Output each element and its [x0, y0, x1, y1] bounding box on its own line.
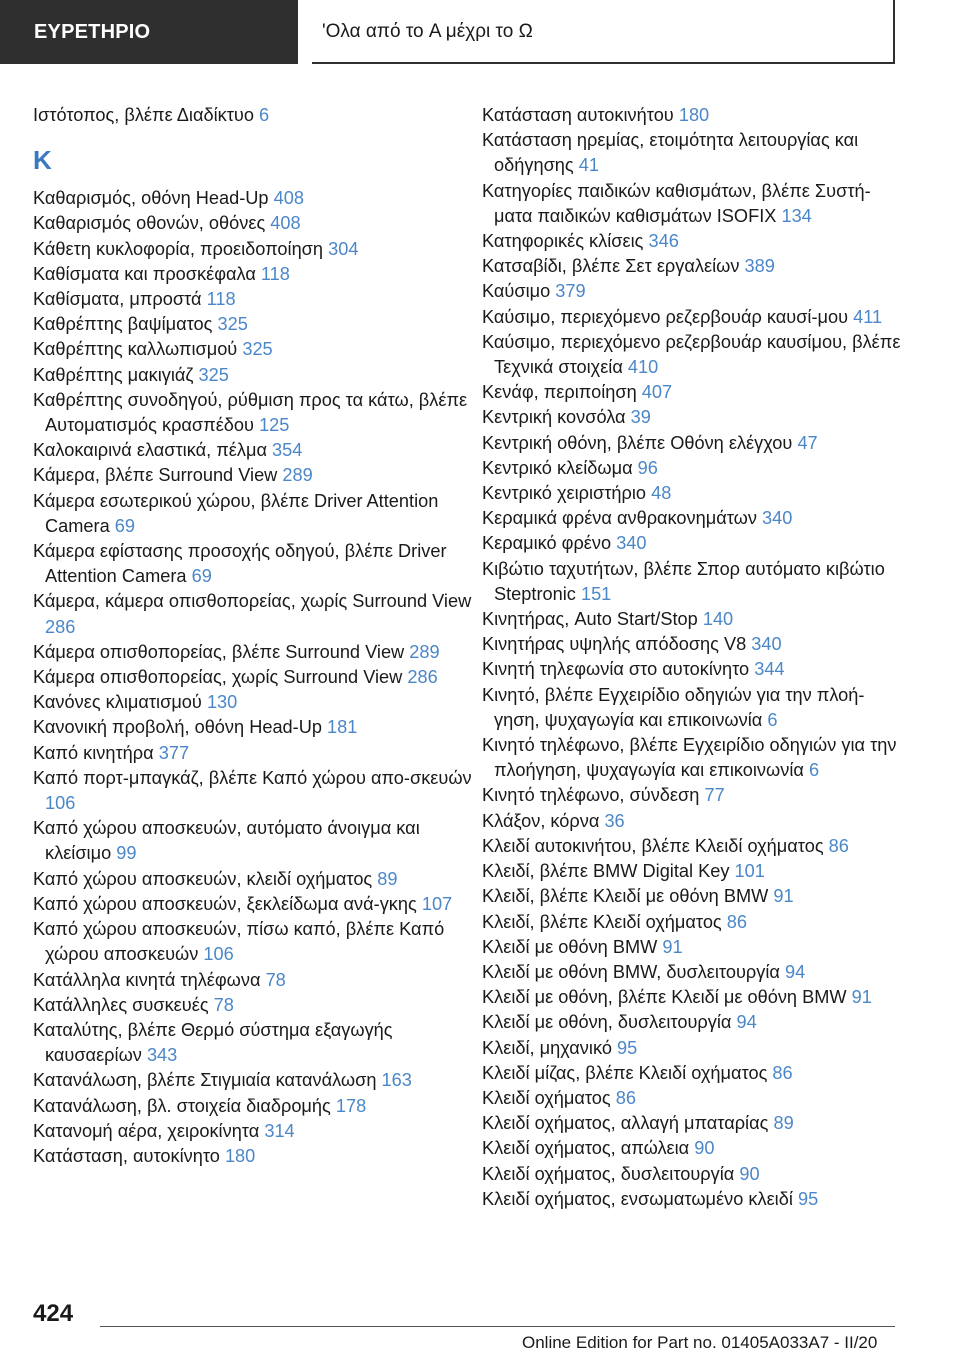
index-page-link[interactable]: 90	[694, 1138, 715, 1159]
index-entry	[482, 305, 902, 330]
index-entry-text: Κατσαβίδι, βλέπε Σετ εργαλείων	[482, 256, 740, 277]
index-page-link[interactable]: 86	[772, 1062, 793, 1083]
index-entry-text: Κάμερα οπισθοπορείας, βλέπε Surround View	[33, 641, 405, 662]
index-entry-text: Καπό χώρου αποσκευών, αυτόματο άνοιγμα και κλείσιμο	[33, 818, 420, 864]
index-page-link[interactable]: 134	[781, 205, 812, 226]
index-page-link[interactable]: 163	[381, 1070, 412, 1091]
index-entry-text: Καύσιμο, περιεχόμενο ρεζερβουάρ καυσίμου, βλέπε Τεχνικά στοιχεία	[482, 331, 901, 378]
index-entry	[33, 262, 473, 287]
index-entry-text: Κιβώτιο ταχυτήτων, βλέπε Σπορ αυτόματο κιβώτιο Steptronic	[482, 558, 885, 604]
index-entry	[33, 917, 473, 967]
index-entry-text: Κλειδί οχήματος, ενσωματωμένο κλειδί	[482, 1188, 793, 1209]
index-entry-text: Κάμερα, κάμερα οπισθοπορείας, χωρίς Surround View	[33, 591, 472, 612]
index-entry	[33, 1119, 473, 1144]
index-page-link[interactable]: 389	[744, 256, 775, 277]
index-page-link[interactable]: 86	[726, 911, 747, 932]
index-page-link[interactable]: 96	[637, 457, 658, 478]
index-entry-text: Κινητήρας, Auto Start/Stop	[482, 609, 698, 630]
index-entry-text: Κλειδί μίζας, βλέπε Κλειδί οχήματος	[482, 1062, 768, 1083]
index-entry-text: Κλειδί οχήματος	[482, 1087, 611, 1108]
index-page-link[interactable]: 78	[213, 994, 234, 1015]
index-column-left	[33, 103, 473, 1169]
edition-text: Online Edition for Part no. 01405A033A7 - II/20	[522, 1333, 878, 1352]
page-number: 424	[33, 1300, 74, 1327]
index-entry-text: Κάμερα οπισθοπορείας, χωρίς Surround View	[33, 667, 403, 688]
index-entry	[33, 103, 473, 128]
page-header	[0, 0, 960, 66]
index-entry	[33, 816, 473, 866]
index-page-link[interactable]: 69	[191, 566, 212, 587]
index-entry-text: Καπό χώρου αποσκευών, ξεκλείδωμα ανά-γκης	[33, 893, 417, 914]
index-entry	[482, 733, 902, 783]
index-entry	[33, 993, 473, 1018]
index-entry	[482, 910, 902, 935]
index-entry	[33, 892, 473, 917]
index-page-link[interactable]: 181	[327, 717, 358, 738]
index-page-link[interactable]: 304	[328, 238, 359, 259]
index-entry	[482, 405, 902, 430]
index-entry	[482, 481, 902, 506]
index-entry-text: Καπό χώρου αποσκευών, κλειδί οχήματος	[33, 868, 373, 889]
index-entry-text: Καθαρισμός, οθόνη Head-Up	[33, 188, 269, 209]
index-entry	[482, 1086, 902, 1111]
index-entry-text: Κεντρική κονσόλα	[482, 407, 626, 428]
index-entry-text: Καθίσματα και προσκέφαλα	[33, 263, 256, 284]
index-page-link[interactable]: 99	[116, 843, 137, 864]
index-page-link[interactable]: 41	[578, 155, 599, 176]
index-entry-text: Κινητό τηλέφωνο, σύνδεση	[482, 785, 700, 806]
index-entry	[33, 489, 473, 539]
index-entry	[33, 968, 473, 993]
index-entry	[33, 211, 473, 236]
index-entry-text: Κλειδί, μηχανικό	[482, 1037, 612, 1058]
index-page-link[interactable]: 39	[630, 407, 651, 428]
index-entry	[482, 1162, 902, 1187]
index-page-link[interactable]: 101	[734, 861, 765, 882]
index-page-link[interactable]: 90	[739, 1163, 760, 1184]
index-entry-text: Κατανομή αέρα, χειροκίνητα	[33, 1120, 260, 1141]
index-entry	[482, 985, 902, 1010]
index-entry-text: Κατάσταση αυτοκινήτου	[482, 105, 674, 125]
index-entry	[33, 589, 473, 639]
index-page-link[interactable]: 94	[736, 1012, 757, 1033]
index-page-link[interactable]: 289	[282, 465, 313, 486]
section-tab: ΕΥΡΕΤΗΡΙΟ	[0, 0, 298, 64]
index-entry	[482, 254, 902, 279]
index-entry-text: Καύσιμο	[482, 281, 551, 302]
index-page-link[interactable]: 407	[641, 382, 673, 403]
index-page-link[interactable]: 410	[627, 357, 659, 378]
index-page-link[interactable]: 6	[808, 760, 820, 781]
index-entry	[482, 632, 902, 657]
index-page-link[interactable]: 89	[773, 1113, 794, 1134]
index-entry	[482, 179, 902, 229]
index-entry-text: Κατάσταση ηρεμίας, ετοιμότητα λειτουργίας και οδήγησης	[482, 130, 859, 176]
index-page-link[interactable]: 86	[828, 835, 849, 856]
index-entry	[482, 279, 902, 304]
index-page-link[interactable]: 77	[704, 785, 725, 806]
index-entry	[33, 741, 473, 766]
index-page-link[interactable]: 314	[264, 1120, 295, 1141]
index-entry-text: Κατανάλωση, βλέπε Στιγμιαία κατανάλωση	[33, 1070, 377, 1091]
index-entry-text: Καθίσματα, μπροστά	[33, 289, 202, 310]
index-entry-text: Κεραμικά φρένα ανθρακονημάτων	[482, 508, 757, 529]
index-entry-text: Κλειδί οχήματος, απώλεια	[482, 1138, 690, 1159]
index-entry	[482, 103, 902, 128]
index-entry	[33, 690, 473, 715]
index-page-link[interactable]: 89	[377, 868, 398, 889]
index-entry-text: Κατηγορίες παιδικών καθισμάτων, βλέπε Συστή-ματα παιδικών καθισμάτων ISOFIX	[482, 180, 871, 226]
index-entry	[482, 1187, 902, 1212]
index-entry	[482, 1010, 902, 1035]
index-entry	[33, 388, 473, 438]
index-entry-text: Κλειδί με οθόνη BMW, δυσλειτουργία	[482, 961, 780, 982]
index-entry-text: Κινητήρας υψηλής απόδοσης V8	[482, 634, 747, 655]
index-entry	[33, 237, 473, 262]
index-entry	[482, 380, 902, 405]
index-entry-text: Κλειδί αυτοκινήτου, βλέπε Κλειδί οχήματος	[482, 835, 824, 856]
index-entry	[33, 1068, 473, 1093]
index-page-link[interactable]: 344	[754, 659, 785, 680]
index-page-link[interactable]: 411	[853, 306, 883, 327]
index-entry-text: Καύσιμο, περιεχόμενο ρεζερβουάρ καυσί-μου	[482, 306, 849, 327]
index-entry-text: Κλειδί με οθόνη BMW	[482, 936, 658, 957]
index-entry-text: Καθρέπτης μακιγιάζ	[33, 364, 194, 385]
index-page-link[interactable]: 69	[114, 515, 135, 536]
index-entry-text: Κινητή τηλεφωνία στο αυτοκίνητο	[482, 659, 750, 680]
index-entry	[482, 683, 902, 733]
index-entry	[482, 330, 902, 380]
index-page-link[interactable]: 354	[272, 440, 303, 461]
index-page-link[interactable]: 289	[409, 641, 440, 662]
index-entry	[33, 640, 473, 665]
index-entry	[482, 128, 902, 178]
index-letter-heading: K	[33, 145, 52, 176]
index-entry	[33, 1144, 473, 1169]
index-page-link[interactable]: 286	[407, 667, 438, 688]
index-entry	[33, 312, 473, 337]
index-page-link[interactable]: 178	[335, 1095, 367, 1116]
index-entry	[33, 438, 473, 463]
index-entry	[482, 783, 902, 808]
index-entry	[482, 935, 902, 960]
index-entry-text: Κλειδί, βλέπε Κλειδί οχήματος	[482, 911, 722, 932]
index-entry	[482, 607, 902, 632]
index-entry-text: Κατάλληλα κινητά τηλέφωνα	[33, 969, 261, 990]
footer-divider	[100, 1326, 895, 1327]
index-entry-text: Κλειδί, βλέπε BMW Digital Key	[482, 861, 730, 882]
index-page-link[interactable]: 47	[797, 432, 818, 453]
index-entry-text: Κλειδί οχήματος, αλλαγή μπαταρίας	[482, 1113, 769, 1134]
index-page-link[interactable]: 325	[217, 314, 248, 335]
index-entry-text: Κατανάλωση, βλ. στοιχεία διαδρομής	[33, 1095, 331, 1116]
index-entry	[482, 531, 902, 556]
index-page-link[interactable]: 118	[206, 289, 236, 310]
index-page-link[interactable]: 286	[45, 616, 76, 637]
index-page-link[interactable]: 151	[580, 583, 612, 604]
index-entry-text: Καπό χώρου αποσκευών, πίσω καπό, βλέπε Καπό χώρου αποσκευών	[33, 919, 445, 965]
index-entry	[33, 665, 473, 690]
index-entry	[482, 431, 902, 456]
index-page-link[interactable]: 95	[797, 1188, 819, 1209]
index-entry-text: Κανονική προβολή, οθόνη Head-Up	[33, 717, 322, 738]
index-entry-text: Καλοκαιρινά ελαστικά, πέλμα	[33, 440, 267, 461]
index-entry	[33, 867, 473, 892]
index-entry	[33, 186, 473, 211]
index-page-link[interactable]: 86	[615, 1087, 636, 1108]
index-page-link[interactable]: 377	[158, 742, 190, 763]
index-entry-text: Κεντρική οθόνη, βλέπε Οθόνη ελέγχου	[482, 432, 793, 453]
index-entry	[482, 456, 902, 481]
index-page-link[interactable]: 91	[662, 936, 683, 957]
index-entry-text: Κινητό τηλέφωνο, βλέπε Εγχειρίδιο οδηγιών για την πλοήγηση, ψυχαγωγία και επικοινωνία	[482, 735, 897, 781]
index-entry	[482, 809, 902, 834]
index-page-link[interactable]: 106	[45, 793, 76, 814]
index-entry-text: Κατηφορικές κλίσεις	[482, 231, 644, 252]
index-entry	[482, 1136, 902, 1161]
index-entry-text: Κάμερα εσωτερικού χώρου, βλέπε Driver Attention Camera	[33, 490, 439, 536]
index-entry-text: Κάθετη κυκλοφορία, προειδοποίηση	[33, 238, 324, 259]
index-entry-text: Ιστότοπος, βλέπε Διαδίκτυο	[33, 105, 254, 125]
index-entry-text: Καπό πορτ-μπαγκάζ, βλέπε Καπό χώρου απο-σκευών	[33, 767, 472, 788]
index-page-link[interactable]: 346	[648, 231, 679, 252]
index-entry	[482, 1036, 902, 1061]
index-entry	[482, 506, 902, 531]
index-page-link[interactable]: 95	[617, 1037, 638, 1058]
index-page-link[interactable]: 180	[224, 1145, 256, 1166]
index-page-link[interactable]: 6	[259, 105, 270, 125]
index-entry	[482, 859, 902, 884]
index-entry	[482, 657, 902, 682]
index-page-link[interactable]: 130	[206, 692, 238, 713]
index-entry	[33, 766, 473, 816]
header-title: 'Ολα από το A μέχρι το Ω	[312, 0, 895, 64]
index-page-link[interactable]: 180	[678, 105, 710, 125]
index-page-link[interactable]: 379	[555, 281, 586, 302]
index-page-link[interactable]: 6	[767, 709, 778, 730]
index-page-link[interactable]: 106	[203, 944, 234, 965]
index-page-link[interactable]: 125	[259, 415, 290, 436]
index-entry-text: Κινητό, βλέπε Εγχειρίδιο οδηγιών για την πλοή-γηση, ψυχαγωγία και επικοινωνία	[482, 684, 865, 730]
index-page-link[interactable]: 91	[851, 987, 872, 1008]
index-page-link[interactable]: 340	[762, 508, 793, 529]
index-entry	[33, 363, 473, 388]
index-entry-text: Κανόνες κλιματισμού	[33, 692, 202, 713]
index-entry	[33, 539, 473, 589]
index-entry-text: Κατάσταση, αυτοκίνητο	[33, 1145, 220, 1166]
index-entry	[482, 557, 902, 607]
index-entry-text: Κλειδί με οθόνη, δυσλειτουργία	[482, 1012, 732, 1033]
index-entry-text: Καταλύτης, βλέπε Θερμό σύστημα εξαγωγής καυσαερίων	[33, 1019, 393, 1066]
index-entry-text: Κλάξον, κόρνα	[482, 810, 600, 831]
index-entry-text: Κλειδί με οθόνη, βλέπε Κλειδί με οθόνη BMW	[482, 987, 847, 1008]
index-column-right	[482, 103, 902, 1212]
index-entry-text: Καθρέπτης βαψίματος	[33, 314, 213, 335]
index-page-link[interactable]: 118	[260, 263, 290, 284]
index-entry	[33, 287, 473, 312]
index-entry-text: Κλειδί οχήματος, δυσλειτουργία	[482, 1163, 735, 1184]
index-entry	[482, 960, 902, 985]
index-entry-text: Κάμερα, βλέπε Surround View	[33, 465, 278, 486]
index-entry	[482, 884, 902, 909]
index-entry-text: Καπό κινητήρα	[33, 742, 154, 763]
index-page-link[interactable]: 78	[265, 969, 286, 990]
index-entry-text: Κεντρικό χειριστήριο	[482, 483, 647, 504]
index-page-link[interactable]: 36	[604, 810, 625, 831]
index-entry	[33, 337, 473, 362]
index-page-link[interactable]: 408	[270, 213, 301, 234]
index-entry	[33, 1018, 473, 1068]
index-entry-text: Κλειδί, βλέπε Κλειδί με οθόνη BMW	[482, 886, 769, 907]
index-page-link[interactable]: 340	[616, 533, 647, 554]
index-page-link[interactable]: 325	[242, 339, 273, 360]
index-page-link[interactable]: 48	[651, 483, 672, 504]
index-page-link[interactable]: 91	[773, 886, 794, 907]
index-page-link[interactable]: 343	[146, 1045, 178, 1066]
index-page-link[interactable]: 408	[273, 188, 304, 209]
index-entry-text: Καθαρισμός οθονών, οθόνες	[33, 213, 266, 234]
index-entry-text: Κάμερα εφίστασης προσοχής οδηγού, βλέπε Driver Attention Camera	[33, 541, 447, 587]
index-entry	[33, 715, 473, 740]
index-entry	[482, 229, 902, 254]
index-entry	[482, 1061, 902, 1086]
index-entry-text: Κενάφ, περιποίηση	[482, 382, 637, 403]
index-entry-text: Κατάλληλες συσκευές	[33, 994, 209, 1015]
index-entry	[482, 1111, 902, 1136]
index-entry-text: Καθρέπτης συνοδηγού, ρύθμιση προς τα κάτω, βλέπε Αυτοματισμός κρασπέδου	[33, 389, 468, 436]
index-page-link[interactable]: 140	[702, 609, 734, 630]
index-entry	[33, 1094, 473, 1119]
index-entry-text: Κεραμικό φρένο	[482, 533, 612, 554]
index-entry	[482, 834, 902, 859]
index-entry	[33, 463, 473, 488]
index-page-link[interactable]: 340	[751, 634, 782, 655]
index-page-link[interactable]: 94	[784, 961, 806, 982]
index-entry-text: Κεντρικό κλείδωμα	[482, 457, 633, 478]
index-page-link[interactable]: 325	[198, 364, 229, 385]
index-entry-text: Καθρέπτης καλλωπισμού	[33, 339, 238, 360]
index-page-link[interactable]: 107	[421, 893, 453, 914]
